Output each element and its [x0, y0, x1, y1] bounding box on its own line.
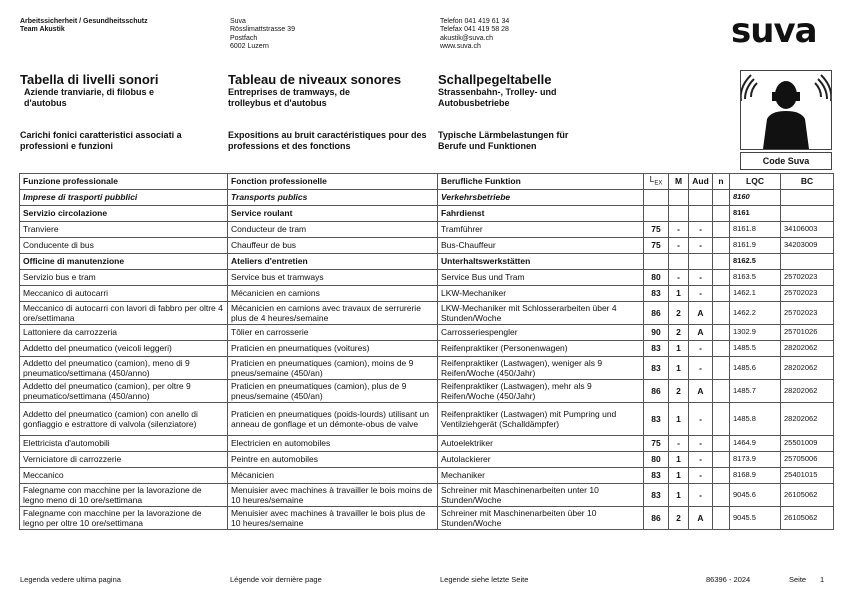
cell-lqc: 8161.9 [730, 237, 781, 253]
cell-m: 1 [669, 402, 689, 435]
cell-lqc: 8161 [730, 205, 781, 221]
cell-it: Falegname con macchine per la lavorazione de legno per oltre 10 ore/settimana [20, 506, 228, 529]
lex-subscript: EX [654, 180, 663, 187]
cell-fr: Praticien en pneumatiques (camion), plus de 9 pneus/semaine (450/an) [228, 379, 438, 402]
cell-it: Officine di manutenzione [20, 253, 228, 269]
cell-aud: - [689, 402, 713, 435]
cell-bc: 26105062 [781, 506, 834, 529]
cell-bc: 26105062 [781, 483, 834, 506]
title-it-block [20, 72, 220, 109]
cell-n [713, 205, 730, 221]
cell-de: Service Bus und Tram [438, 269, 644, 285]
cell-lqc: 1464.9 [730, 435, 781, 451]
cell-n [713, 483, 730, 506]
cell-bc [781, 205, 834, 221]
cell-aud [689, 189, 713, 205]
cell-m: 2 [669, 324, 689, 340]
table-row [20, 435, 834, 451]
cell-bc: 25702023 [781, 269, 834, 285]
cell-de: Reifenpraktiker (Lastwagen), mehr als 9 Reifen/Woche (450/Jahr) [438, 379, 644, 402]
cell-n [713, 451, 730, 467]
cell-fr: Chauffeur de bus [228, 237, 438, 253]
page-label: Seite [789, 575, 807, 584]
cell-fr: Praticien en pneumatiques (poids-lourds) utilisant un anneau de gonflage et un démonte-obus de valve [228, 402, 438, 435]
org-line: Team Akustik [20, 26, 65, 34]
table-row [20, 221, 834, 237]
cell-m [669, 205, 689, 221]
cell-lex: 80 [644, 451, 669, 467]
cell-n [713, 253, 730, 269]
cell-aud: - [689, 467, 713, 483]
cell-de: Carrosseriespengler [438, 324, 644, 340]
cell-fr: Conducteur de tram [228, 221, 438, 237]
title-fr-block [228, 72, 433, 109]
cell-de: LKW-Mechaniker mit Schlosserarbeiten über 4 Stunden/Woche [438, 301, 644, 324]
cell-bc: 25705006 [781, 451, 834, 467]
table-row [20, 189, 834, 205]
col-header-n: n [713, 174, 730, 190]
cell-it: Meccanico di autocarri con lavori di fabbro per oltre 4 ore/settimana [20, 301, 228, 324]
table-row [20, 269, 834, 285]
cell-fr: Menuisier avec machines à travailler le bois plus de 10 heures/semaine [228, 506, 438, 529]
cell-lex: 83 [644, 356, 669, 379]
cell-de: Verkehrsbetriebe [438, 189, 644, 205]
cell-bc: 25702023 [781, 285, 834, 301]
cell-lqc: 1302.9 [730, 324, 781, 340]
table-row [20, 451, 834, 467]
cell-aud [689, 205, 713, 221]
org-block [20, 18, 148, 35]
table-row [20, 285, 834, 301]
cell-fr: Mécanicien en camions [228, 285, 438, 301]
cell-lqc: 9045.5 [730, 506, 781, 529]
cell-de: Mechaniker [438, 467, 644, 483]
cell-m: - [669, 237, 689, 253]
subtitle-fr: Entreprises de tramways, de trolleybus et d'autobus [228, 87, 351, 108]
cell-lex: 80 [644, 269, 669, 285]
cell-bc [781, 189, 834, 205]
subtitle-it: Aziende tranviarie, di filobus e d'autobus [24, 87, 155, 108]
cell-it: Addetto del pneumatico (camion), per oltre 9 pneumatico/settimana (450/anno) [20, 379, 228, 402]
cell-aud: - [689, 483, 713, 506]
cell-m: - [669, 269, 689, 285]
document-code: 86396 - 2024 [706, 575, 751, 584]
cell-aud: - [689, 435, 713, 451]
cell-m: 1 [669, 467, 689, 483]
cell-it: Tranviere [20, 221, 228, 237]
table-row [20, 506, 834, 529]
cell-lex [644, 189, 669, 205]
suva-logo: suva [731, 11, 817, 51]
cell-m: 1 [669, 483, 689, 506]
table-row [20, 301, 834, 324]
address-block [230, 18, 295, 52]
cell-it: Addetto del pneumatico (camion) con anello di gonfiaggio e estrattore di valvola (silenziatore) [20, 402, 228, 435]
address-line: 6002 Luzern [230, 43, 269, 51]
title-de: Schallpegeltabelle [438, 72, 552, 87]
cell-m: - [669, 221, 689, 237]
cell-bc [781, 253, 834, 269]
cell-m: 1 [669, 451, 689, 467]
cell-lqc: 1485.8 [730, 402, 781, 435]
footer-legend-de: Legende siehe letzte Seite [440, 575, 529, 584]
table-row [20, 467, 834, 483]
cell-lex [644, 205, 669, 221]
table-row [20, 483, 834, 506]
cell-lex: 90 [644, 324, 669, 340]
cell-lqc: 9045.6 [730, 483, 781, 506]
cell-lqc: 8160 [730, 189, 781, 205]
cell-lqc: 1485.6 [730, 356, 781, 379]
cell-it: Elettricista d'automobili [20, 435, 228, 451]
col-header-bc: BC [781, 174, 834, 190]
cell-m: 1 [669, 285, 689, 301]
cell-aud: A [689, 506, 713, 529]
cell-aud: A [689, 324, 713, 340]
table-row [20, 205, 834, 221]
cell-n [713, 467, 730, 483]
cell-lqc: 8163.5 [730, 269, 781, 285]
cell-m [669, 253, 689, 269]
cell-lex: 86 [644, 379, 669, 402]
cell-lex [644, 253, 669, 269]
cell-it: Falegname con macchine per la lavorazione de legno meno di 10 ore/settimana [20, 483, 228, 506]
cell-de: Reifenpraktiker (Personenwagen) [438, 340, 644, 356]
cell-fr: Peintre en automobiles [228, 451, 438, 467]
address-line: Rösslimattstrasse 39 [230, 26, 295, 34]
cell-de: Schreiner mit Maschinenarbeiten über 10 Stunden/Woche [438, 506, 644, 529]
cell-lex: 83 [644, 402, 669, 435]
cell-n [713, 356, 730, 379]
cell-fr: Mécanicien en camions avec travaux de serrurerie plus de 4 heures/semaine [228, 301, 438, 324]
col-header-lqc: LQC [730, 174, 781, 190]
cell-lex: 83 [644, 483, 669, 506]
cell-bc: 28202062 [781, 356, 834, 379]
col-header-fr: Fonction professionelle [228, 174, 438, 190]
cell-it: Addetto del pneumatico (camion), meno di 9 pneumatico/settimana (450/anno) [20, 356, 228, 379]
cell-de: LKW-Mechaniker [438, 285, 644, 301]
cell-fr: Transports publics [228, 189, 438, 205]
cell-aud: - [689, 221, 713, 237]
cell-n [713, 324, 730, 340]
cell-lqc: 1485.7 [730, 379, 781, 402]
cell-n [713, 285, 730, 301]
cell-it: Servizio bus e tram [20, 269, 228, 285]
col-header-lex [644, 174, 669, 190]
cell-bc: 25702023 [781, 301, 834, 324]
table-header-row [20, 174, 834, 190]
cell-n [713, 237, 730, 253]
address-line: Postfach [230, 34, 258, 42]
cell-de: Unterhaltswerkstätten [438, 253, 644, 269]
cell-aud: - [689, 237, 713, 253]
cell-bc: 25401015 [781, 467, 834, 483]
table-row [20, 253, 834, 269]
code-suva-label: Code Suva [740, 152, 832, 170]
desc-de: Typische Lärmbelastungen für Berufe und Funktionen [438, 130, 569, 151]
cell-de: Schreiner mit Maschinenarbeiten unter 10 Stunden/Woche [438, 483, 644, 506]
col-header-it: Funzione professionale [20, 174, 228, 190]
cell-lex: 83 [644, 467, 669, 483]
cell-m: 2 [669, 506, 689, 529]
cell-lqc: 1462.1 [730, 285, 781, 301]
cell-it: Lattoniere da carrozzeria [20, 324, 228, 340]
cell-aud: - [689, 451, 713, 467]
cell-de: Tramführer [438, 221, 644, 237]
cell-bc: 28202062 [781, 340, 834, 356]
cell-lqc: 8161.8 [730, 221, 781, 237]
cell-lex: 83 [644, 340, 669, 356]
cell-m: - [669, 435, 689, 451]
cell-lex: 83 [644, 285, 669, 301]
cell-de: Fahrdienst [438, 205, 644, 221]
table-row [20, 237, 834, 253]
title-it: Tabella di livelli sonori [20, 72, 159, 87]
cell-fr: Praticien en pneumatiques (camion), moins de 9 pneus/semaine (450/an) [228, 356, 438, 379]
page-number: 1 [820, 575, 825, 584]
cell-lex: 75 [644, 237, 669, 253]
col-header-de: Berufliche Funktion [438, 174, 644, 190]
cell-de: Reifenpraktiker (Lastwagen) mit Pumpring und Ventilziehgerät (Schalldämpfer) [438, 402, 644, 435]
cell-de: Bus-Chauffeur [438, 237, 644, 253]
org-line: Arbeitssicherheit / Gesundheitsschutz [20, 18, 148, 25]
cell-aud: - [689, 269, 713, 285]
cell-lex: 86 [644, 506, 669, 529]
cell-n [713, 221, 730, 237]
cell-bc: 28202062 [781, 402, 834, 435]
cell-n [713, 402, 730, 435]
cell-de: Reifenpraktiker (Lastwagen), weniger als 9 Reifen/Woche (450/Jahr) [438, 356, 644, 379]
hearing-protection-icon [740, 70, 832, 150]
cell-m: 1 [669, 356, 689, 379]
cell-fr: Service bus et tramways [228, 269, 438, 285]
cell-it: Meccanico di autocarri [20, 285, 228, 301]
cell-n [713, 435, 730, 451]
cell-bc: 28202062 [781, 379, 834, 402]
cell-de: Autoelektriker [438, 435, 644, 451]
cell-n [713, 189, 730, 205]
footer-legend-it: Legenda vedere ultima pagina [20, 575, 121, 584]
desc-fr: Expositions au bruit caractéristiques pour des professions et des fonctions [228, 130, 427, 151]
cell-fr: Tôlier en carrosserie [228, 324, 438, 340]
table-row [20, 340, 834, 356]
cell-n [713, 301, 730, 324]
fax: Telefax 041 419 58 28 [440, 26, 509, 34]
cell-lqc: 8168.9 [730, 467, 781, 483]
col-header-aud: Aud [689, 174, 713, 190]
col-header-m: M [669, 174, 689, 190]
cell-n [713, 506, 730, 529]
cell-de: Autolackierer [438, 451, 644, 467]
lex-label: L [649, 174, 655, 184]
cell-fr: Praticien en pneumatiques (voitures) [228, 340, 438, 356]
cell-aud: - [689, 356, 713, 379]
cell-fr: Mécanicien [228, 467, 438, 483]
cell-it: Servizio circolazione [20, 205, 228, 221]
cell-aud: A [689, 301, 713, 324]
footer-legend-fr: Légende voir dernière page [230, 575, 322, 584]
cell-bc: 34106003 [781, 221, 834, 237]
cell-lqc: 8162.5 [730, 253, 781, 269]
title-de-block [438, 72, 638, 109]
cell-lex: 86 [644, 301, 669, 324]
cell-bc: 25501009 [781, 435, 834, 451]
cell-bc: 25701026 [781, 324, 834, 340]
cell-it: Conducente di bus [20, 237, 228, 253]
cell-n [713, 269, 730, 285]
cell-it: Imprese di trasporti pubblici [20, 189, 228, 205]
cell-aud: - [689, 340, 713, 356]
website-link[interactable]: www.suva.ch [440, 43, 481, 51]
cell-n [713, 379, 730, 402]
cell-fr: Menuisier avec machines à travailler le bois moins de 10 heures/semaine [228, 483, 438, 506]
table-row [20, 402, 834, 435]
address-line: Suva [230, 18, 246, 25]
subtitle-de: Strassenbahn-, Trolley- und Autobusbetriebe [438, 87, 557, 108]
cell-n [713, 340, 730, 356]
cell-lex: 75 [644, 221, 669, 237]
table-row [20, 356, 834, 379]
cell-it: Verniciatore di carrozzerie [20, 451, 228, 467]
cell-bc: 34203009 [781, 237, 834, 253]
desc-it: Carichi fonici caratteristici associati a professioni e funzioni [20, 130, 182, 151]
cell-aud: A [689, 379, 713, 402]
cell-m [669, 189, 689, 205]
cell-lqc: 1462.2 [730, 301, 781, 324]
cell-fr: Ateliers d'entretien [228, 253, 438, 269]
cell-aud: - [689, 285, 713, 301]
phone: Telefon 041 419 61 34 [440, 18, 510, 25]
table-row [20, 379, 834, 402]
title-fr: Tableau de niveaux sonores [228, 72, 402, 87]
cell-lqc: 8173.9 [730, 451, 781, 467]
cell-it: Addetto del pneumatico (veicoli leggeri) [20, 340, 228, 356]
noise-level-table [19, 173, 834, 530]
cell-lqc: 1485.5 [730, 340, 781, 356]
cell-fr: Service roulant [228, 205, 438, 221]
cell-it: Meccanico [20, 467, 228, 483]
table-row [20, 324, 834, 340]
contact-block [440, 18, 509, 52]
email-link[interactable]: akustik@suva.ch [440, 34, 494, 42]
cell-lex: 75 [644, 435, 669, 451]
cell-m: 2 [669, 301, 689, 324]
cell-aud [689, 253, 713, 269]
cell-m: 2 [669, 379, 689, 402]
cell-m: 1 [669, 340, 689, 356]
cell-fr: Electricien en automobiles [228, 435, 438, 451]
